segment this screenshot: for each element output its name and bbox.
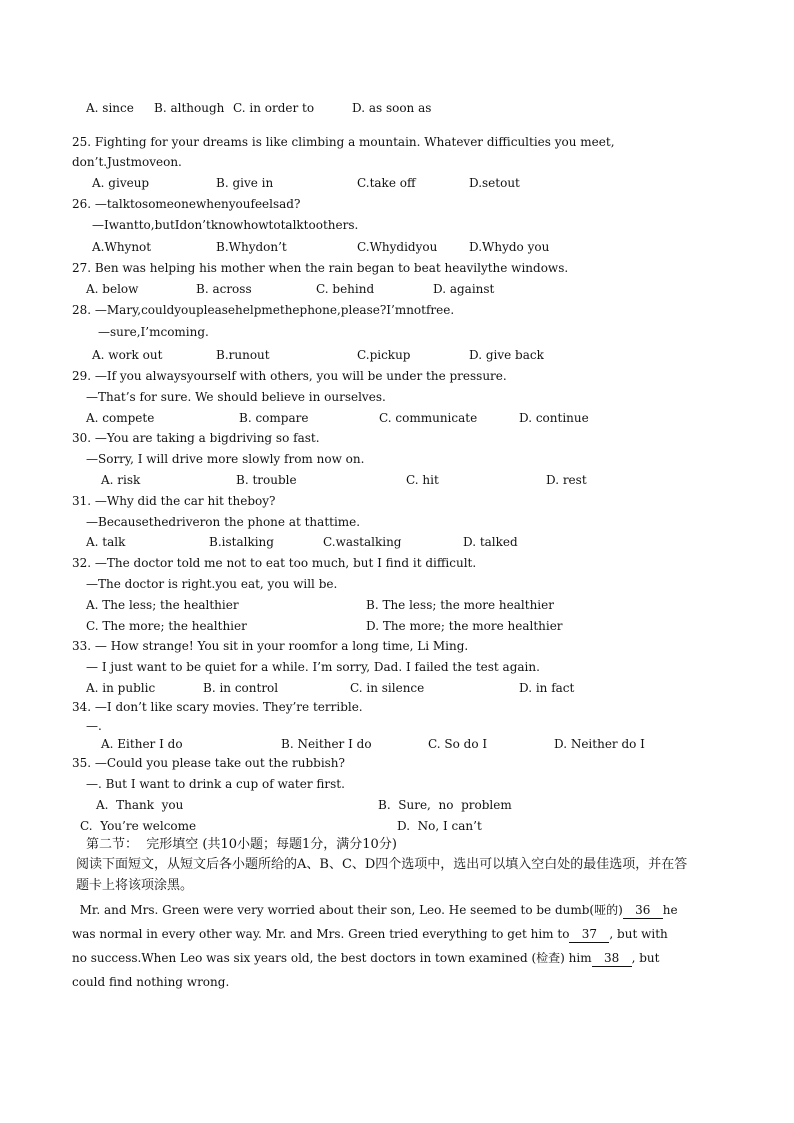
option-a: A. giveup [92,176,150,190]
option-d: D. talked [463,535,518,549]
option-d: D.setout [469,176,520,190]
blank-36: 36 [623,902,663,919]
question-27-stem: 27. Ben was helping his mother when the rain began to beat heavilythe windows. [72,261,569,275]
question-33-stem: 33. — How strange! You sit in your roomfor a long time, Li Ming. [72,639,469,653]
option-d: D. The more; the more healthier [366,619,563,633]
question-30-stem: 30. —You are taking a bigdriving so fast. [72,431,320,445]
option-c: C.Whydidyou [357,240,438,254]
option-b: B.runout [216,348,270,362]
passage-line [72,902,678,919]
option-d: D. give back [469,348,544,362]
option-c: C. You’re welcome [80,819,197,833]
option-d: D. against [433,282,495,296]
option-c: C. So do I [428,737,488,751]
passage-text: no success.When Leo was six years old, the best doctors in town examined (检查) him [72,951,592,965]
option-d: D. Neither do I [554,737,645,751]
option-c: C. behind [316,282,375,296]
option-c: C. communicate [379,411,478,425]
option-a: A. in public [86,681,156,695]
option-d: D. rest [546,473,587,487]
option-a: A. work out [92,348,163,362]
option-b: B. Neither I do [281,737,372,751]
option-d: D. as soon as [352,101,432,115]
option-b: B. The less; the more healthier [366,598,554,612]
question-32-stem: 32. —The doctor told me not to eat too much, but I find it difficult. [72,556,477,570]
option-a: A. Thank you [96,798,184,812]
passage-text: Mr. and Mrs. Green were very worried about their son, Leo. He seemed to be dumb(哑的) [72,903,623,917]
option-c: C. in silence [350,681,425,695]
option-c: C.take off [357,176,416,190]
question-33-reply: — I just want to be quiet for a while. I’m sorry, Dad. I failed the test again. [86,660,540,674]
option-c: C.wastalking [323,535,402,549]
option-b: B. although [154,101,225,115]
question-26-reply: —Iwantto,butIdon’tknowhowtotalktoothers. [92,218,359,232]
passage-text: was normal in every other way. Mr. and Mrs. Green tried everything to get him to [72,927,570,941]
passage-line [72,950,659,967]
option-a: A. The less; the healthier [86,598,239,612]
passage-text: , but [631,951,660,965]
option-b: B.istalking [209,535,274,549]
section-instruction-cont: 题卡上将该项涂黑。 [76,878,194,893]
option-d: D. No, I can’t [397,819,482,833]
question-28-stem: 28. —Mary,couldyoupleasehelpmethephone,please?I’mnotfree. [72,303,455,317]
passage-line: could find nothing wrong. [72,975,230,989]
question-29-stem: 29. —If you alwaysyourself with others, you will be under the pressure. [72,369,507,383]
option-b: B.Whydon’t [216,240,287,254]
section-instruction: 阅读下面短文，从短文后各小题所给的A、B、C、D四个选项中，选出可以填入空白处的最佳选项，并在答 [76,857,688,872]
section-title: 第二节： 完形填空 (共10小题；每题1分，满分10分) [86,837,397,852]
question-30-reply: —Sorry, I will drive more slowly from now on. [86,452,365,466]
option-c: C. in order to [233,101,315,115]
option-c: C.pickup [357,348,411,362]
option-b: B. Sure, no problem [378,798,512,812]
passage-text: he [662,903,678,917]
option-b: B. in control [203,681,279,695]
option-c: C. The more; the healthier [86,619,247,633]
question-26-stem: 26. —talktosomeonewhenyoufeelsad? [72,197,301,211]
option-b: B. give in [216,176,274,190]
blank-38: 38 [592,950,632,967]
option-a: A. talk [86,535,126,549]
option-d: D. in fact [519,681,575,695]
question-34-reply: —. [86,719,102,733]
passage-text: , but with [609,927,668,941]
option-b: B. compare [239,411,309,425]
question-25-stem-cont: don’t.Justmoveon. [72,155,182,169]
option-c: C. hit [406,473,439,487]
question-29-reply: —That’s for sure. We should believe in ourselves. [86,390,386,404]
blank-37: 37 [569,926,609,943]
question-31-stem: 31. —Why did the car hit theboy? [72,494,276,508]
option-b: B. trouble [236,473,297,487]
question-34-stem: 34. —I don’t like scary movies. They’re terrible. [72,700,363,714]
option-a: A. below [86,282,139,296]
option-a: A.Whynot [92,240,152,254]
option-a: A. Either I do [101,737,183,751]
option-a: A. compete [86,411,155,425]
option-d: D.Whydo you [469,240,550,254]
question-31-reply: —Becausethedriveron the phone at thattime. [86,515,361,529]
option-d: D. continue [519,411,589,425]
question-25-stem: 25. Fighting for your dreams is like climbing a mountain. Whatever difficulties you meet, [72,135,615,149]
question-35-reply: —. But I want to drink a cup of water first. [86,777,345,791]
question-32-reply: —The doctor is right.you eat, you will be. [86,577,338,591]
option-a: A. since [86,101,134,115]
question-28-reply: —sure,I’mcoming. [98,325,209,339]
option-a: A. risk [101,473,141,487]
passage-line [72,926,668,943]
option-b: B. across [196,282,252,296]
question-35-stem: 35. —Could you please take out the rubbish? [72,756,345,770]
